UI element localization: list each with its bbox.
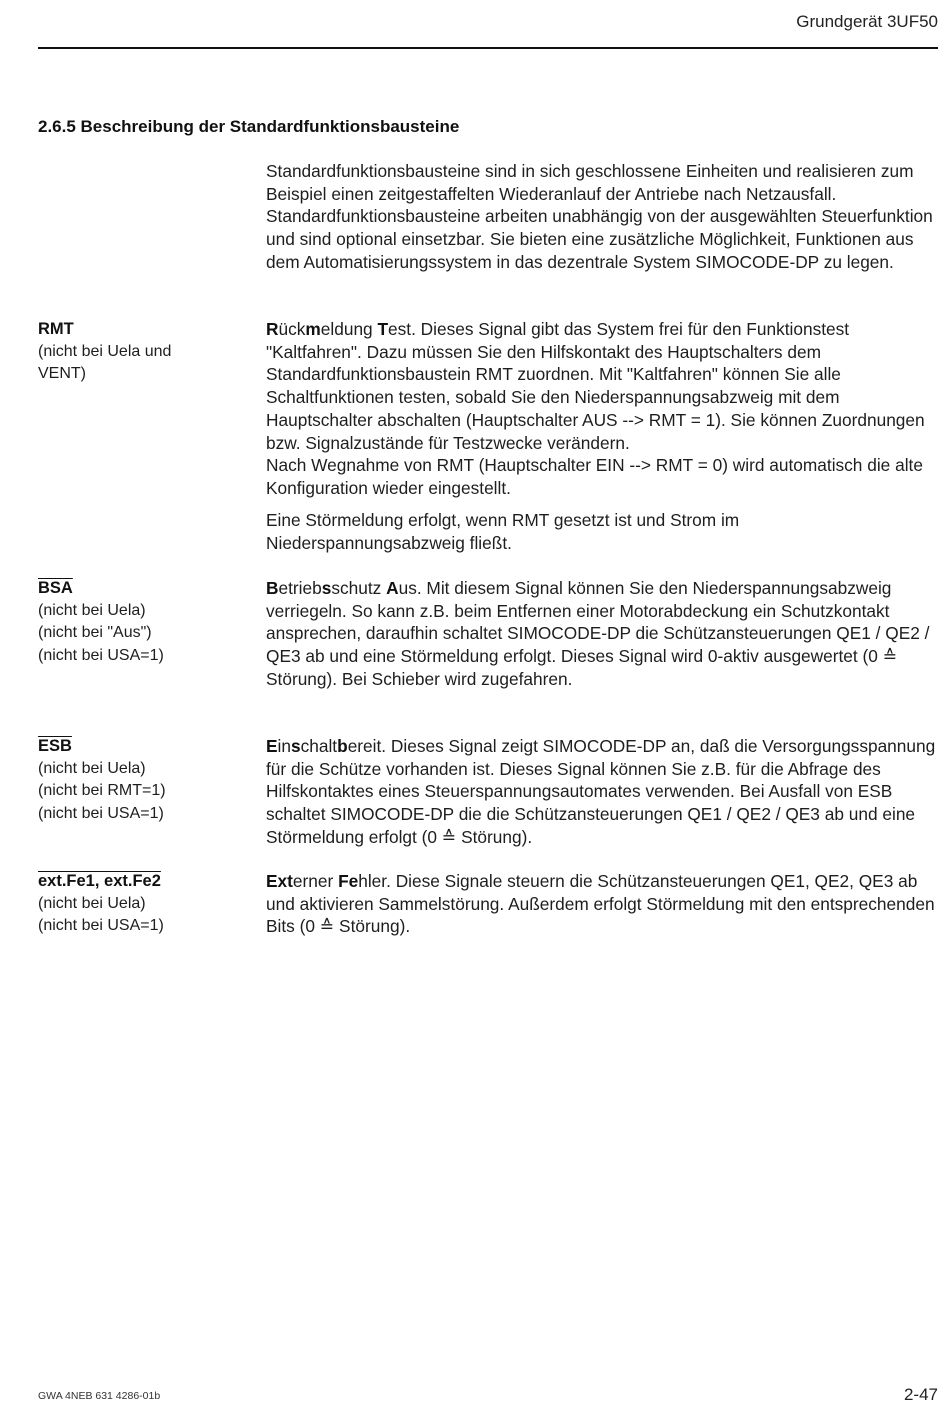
term-note: (nicht bei Uela und: [38, 342, 172, 360]
term-note: (nicht bei Uela): [38, 759, 146, 777]
bsa-description: Betriebsschutz Aus. Mit diesem Signal können Sie den Niederspannungsabzweig verriegeln. So kann z.B. beim Entfernen einer Motorabdeckung ein Schutzkontakt ansprechen, daraufhin schaltet SIMOCODE-DP die Schützansteuerungen QE1 / QE2 / QE3 ab und eine Störmeldung erfolgt. Dieses Signal wird 0-aktiv ausgewertet (0 ≙ Störung). Bei Schieber wird zugefahren.: [266, 578, 930, 689]
term-note: (nicht bei Uela): [38, 601, 146, 619]
page-number: 2-47: [903, 1385, 938, 1404]
ext-fe-description: Externer Fehler. Diese Signale steuern die Schützansteuerungen QE1, QE2, QE3 ab und aktivieren Sammelstörung. Außerdem erfolgt Störmeldung mit den entsprechenden Bits (0 ≙ Störung).: [266, 871, 935, 937]
header-rule: [38, 47, 938, 49]
rmt-fault-note: Eine Störmeldung erfolgt, wenn RMT gesetzt ist und Strom im Niederspannungsabzweig fließt.: [266, 510, 740, 553]
term-name: RMT: [38, 320, 74, 338]
term-note: (nicht bei Uela): [38, 894, 146, 912]
rmt-description: Rückmeldung Test. Dieses Signal gibt das System frei für den Funktionstest "Kaltfahren". Dazu müssen Sie den Hilfskontakt des Hauptschalters dem Standardfunktionsbaustein RMT zuordnen. Mit "Kaltfahren" können Sie alle Schaltfunktionen testen, sobald Sie den Niederspannungsabzweig mit dem Hauptschalter abschalten (Hauptschalter AUS --> RMT = 1). Sie können Zuordnungen bzw. Signalzustände für Testzwecke verändern. Nach Wegnahme von RMT (Hauptschalter EIN --> RMT = 0) wird automatisch die alte Konfiguration wieder eingestellt.: [266, 319, 925, 498]
section-title: 2.6.5 Beschreibung der Standardfunktionsbausteine: [38, 117, 460, 136]
term-ext-fe: [38, 870, 248, 938]
document-number: GWA 4NEB 631 4286-01b: [38, 1390, 161, 1402]
term-note: (nicht bei USA=1): [38, 647, 164, 665]
rmt-description-line2: Nach Wegnahme von RMT (Hauptschalter EIN --> RMT = 0) wird automatisch die alte Konfiguration wieder eingestellt.: [266, 455, 923, 498]
term-name: ext.Fe1, ext.Fe2: [38, 872, 161, 890]
term-rmt: [38, 318, 248, 386]
term-name: $\overline{BSA}$: [38, 579, 73, 597]
term-note: (nicht bei USA=1): [38, 917, 164, 935]
term-note: (nicht bei USA=1): [38, 805, 164, 823]
term-bsa: [38, 577, 248, 668]
intro-paragraph: Standardfunktionsbausteine sind in sich geschlossene Einheiten und realisieren zum Beispiel einen zeitgestaffelten Wiederanlauf der Antriebe nach Netzausfall. Standardfunktionsbausteine arbeiten unabhängig von der ausgewählten Steuerfunktion und sind optional einsetzbar. Sie bieten eine zusätzliche Möglichkeit, Funktionen aus dem Automatisierungssystem in das dezentrale System SIMOCODE-DP zu legen.: [266, 161, 933, 272]
term-note: (nicht bei "Aus"): [38, 624, 152, 642]
term-name: $\overline{ESB}$: [38, 737, 72, 755]
term-note: (nicht bei RMT=1): [38, 782, 166, 800]
running-header: Grundgerät 3UF50: [796, 12, 938, 31]
term-note: VENT): [38, 365, 86, 383]
esb-description: Einschaltbereit. Dieses Signal zeigt SIMOCODE-DP an, daß die Versorgungsspannung für die Schütze vorhanden ist. Dieses Signal können Sie z.B. für die Abfrage des Hilfskontaktes eines Steuerspannungsautomates verwenden. Bei Ausfall von ESB schaltet SIMOCODE-DP die die Schützansteuerungen QE1 / QE2 / QE3 ab und eine Störmeldung erfolgt (0 ≙ Störung).: [266, 736, 936, 847]
term-esb: [38, 735, 248, 826]
